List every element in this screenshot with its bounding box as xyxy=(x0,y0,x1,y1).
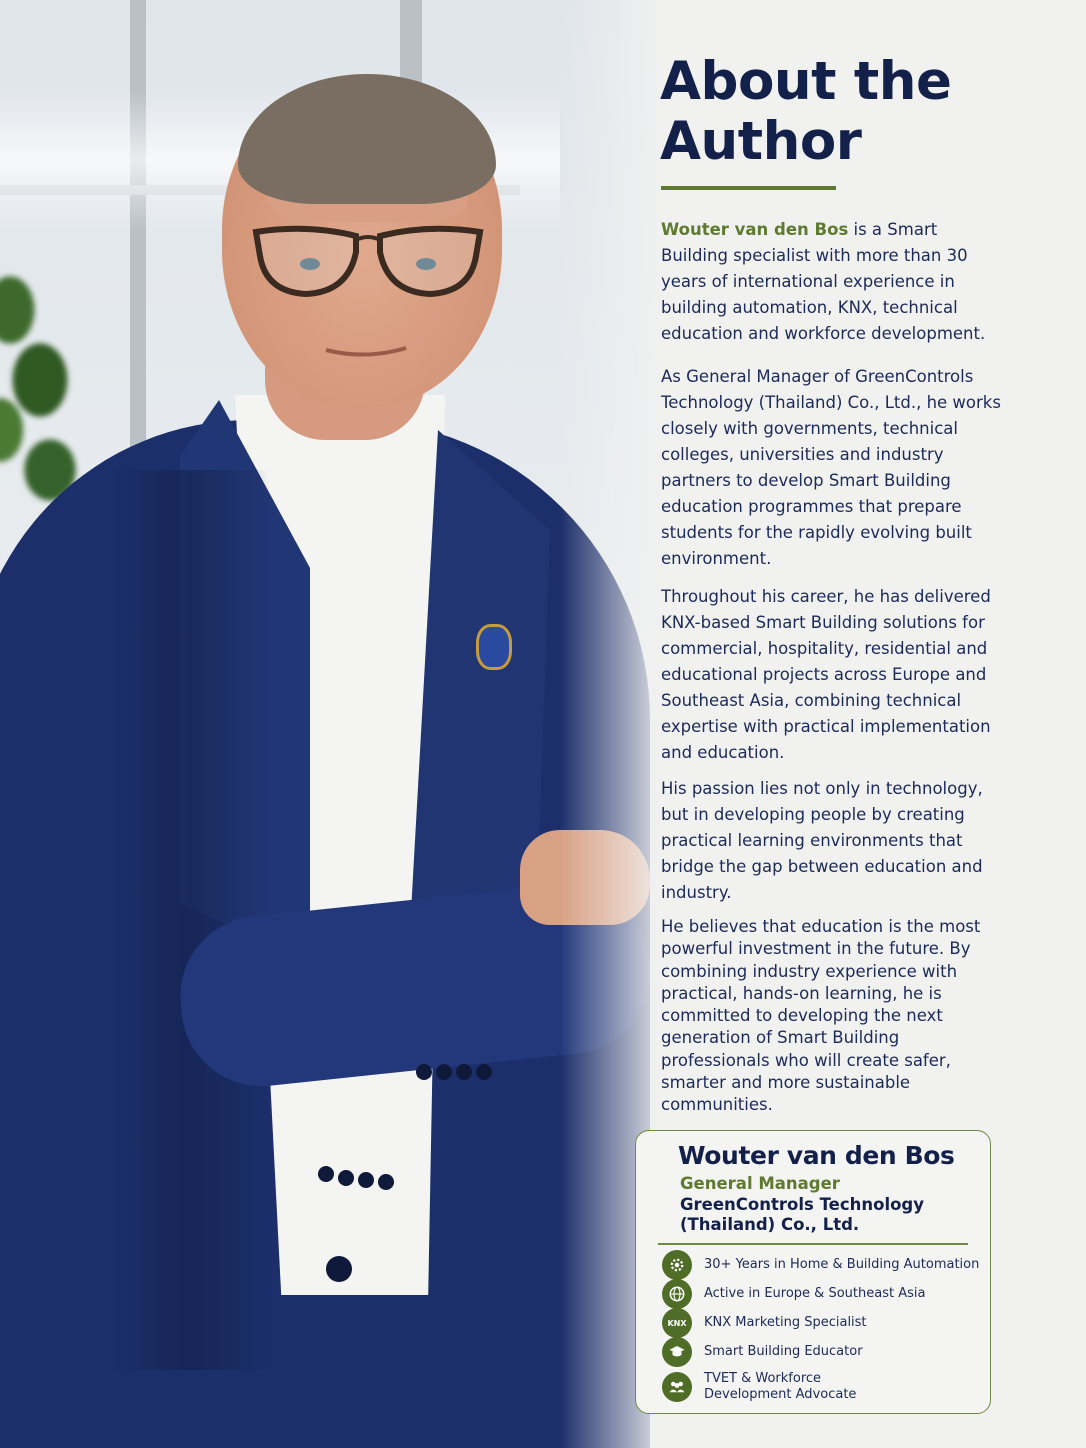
feature-item xyxy=(662,1279,984,1309)
feature-label: TVET & Workforce Development Advocate xyxy=(704,1371,857,1402)
jacket-button xyxy=(326,1256,352,1282)
feature-item xyxy=(662,1308,984,1338)
feature-label: Smart Building Educator xyxy=(704,1344,863,1359)
feature-item xyxy=(662,1337,984,1367)
bio-paragraph-5: He believes that education is the most powerful investment in the future. By combining industry experience with practical, hands-on learning, he is committed to developing the next generation of Smart Building professionals who will create safer, smarter and more sustainable communities. xyxy=(661,917,981,1115)
sleeve-button xyxy=(338,1170,354,1186)
author-name-highlight: Wouter van den Bos xyxy=(661,220,849,239)
feature-label: KNX Marketing Specialist xyxy=(704,1315,867,1330)
knx-icon: KNX xyxy=(662,1308,692,1338)
people-icon xyxy=(662,1372,692,1402)
card-name: Wouter van den Bos xyxy=(678,1141,955,1170)
card-company: GreenControls Technology (Thailand) Co., Ltd. xyxy=(680,1195,925,1234)
sleeve-button xyxy=(456,1064,472,1080)
sleeve-button xyxy=(378,1174,394,1190)
globe-icon xyxy=(662,1279,692,1309)
card-role: General Manager xyxy=(680,1174,840,1193)
bio-paragraph-3: Throughout his career, he has delivered KNX-based Smart Building solutions for commercial, hospitality, residential and educational projects across Europe and Southeast Asia, combining technical expertise with practical implementation and education. xyxy=(661,587,991,762)
sleeve-button xyxy=(476,1064,492,1080)
gear-icon xyxy=(662,1250,692,1280)
bio-paragraph-1-text: is a Smart Building specialist with more than 30 years of international experience in building automation, KNX, technical education and workforce development. xyxy=(661,220,986,343)
bio-paragraph-2: As General Manager of GreenControls Technology (Thailand) Co., Ltd., he works closely with governments, technical colleges, universities and industry partners to develop Smart Building education programmes that prepare students for the rapidly evolving built environment. xyxy=(661,367,1001,568)
title-divider xyxy=(661,186,836,190)
page-title: About the Author xyxy=(660,51,952,172)
bio-paragraph-4: His passion lies not only in technology, but in developing people by creating practical learning environments that bridge the gap between education and industry. xyxy=(661,779,983,902)
sleeve-button xyxy=(318,1166,334,1182)
graduation-cap-icon xyxy=(662,1337,692,1367)
sleeve-button xyxy=(436,1064,452,1080)
feature-label: Active in Europe & Southeast Asia xyxy=(704,1286,926,1301)
mouth xyxy=(316,320,416,370)
bio-paragraph-1 xyxy=(661,217,1001,347)
lapel-pin xyxy=(476,624,512,670)
profile-card xyxy=(635,1130,991,1414)
sleeve-button xyxy=(416,1064,432,1080)
card-divider xyxy=(658,1243,968,1245)
sleeve-button xyxy=(358,1172,374,1188)
glasses-icon xyxy=(248,222,488,302)
feature-item xyxy=(662,1371,874,1403)
feature-item xyxy=(662,1250,984,1280)
feature-label: 30+ Years in Home & Building Automation xyxy=(704,1257,980,1272)
